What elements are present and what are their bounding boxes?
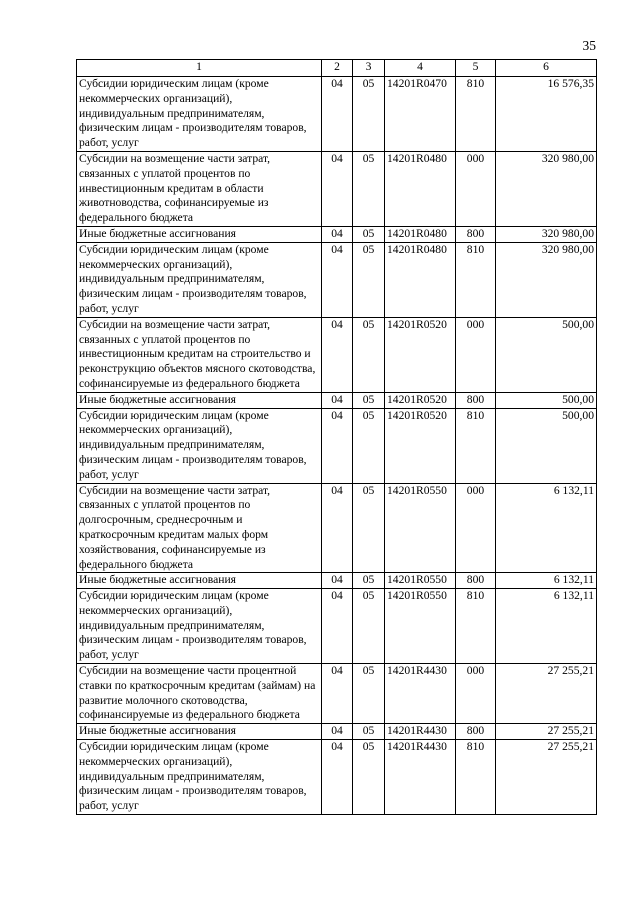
amount-cell: 27 255,21 [496,724,597,740]
row-name-cell: Субсидии юридическим лицам (кроме некоммерческих организаций), индивидуальным предпринимателям, физическим лицам - производителям товаров, работ, услуг [77,589,322,664]
row-name-cell: Субсидии на возмещение части затрат, связанных с уплатой процентов по инвестиционным кредитам в области животноводства, софинансируемые из федерального бюджета [77,151,322,226]
expense-type-cell: 000 [456,317,496,392]
page-number: 35 [582,38,596,53]
subsection-code-cell: 05 [353,392,385,408]
header-cell: 3 [353,60,385,77]
amount-cell: 27 255,21 [496,740,597,815]
table-row [77,589,597,664]
section-code-cell: 04 [322,483,353,573]
row-name-cell: Субсидии юридическим лицам (кроме некоммерческих организаций), индивидуальным предпринимателям, физическим лицам - производителям товаров, работ, услуг [77,77,322,152]
section-code-cell: 04 [322,740,353,815]
subsection-code-cell: 05 [353,408,385,483]
expense-type-cell: 800 [456,392,496,408]
subsection-code-cell: 05 [353,483,385,573]
table-row [77,724,597,740]
amount-cell: 500,00 [496,392,597,408]
target-article-cell: 14201R0470 [385,77,456,152]
amount-cell: 6 132,11 [496,589,597,664]
expense-type-cell: 810 [456,77,496,152]
expense-type-cell: 000 [456,664,496,724]
section-code-cell: 04 [322,226,353,242]
subsection-code-cell: 05 [353,77,385,152]
subsection-code-cell: 05 [353,317,385,392]
amount-cell: 500,00 [496,408,597,483]
row-name-cell: Субсидии на возмещение части затрат, связанных с уплатой процентов по инвестиционным кредитам на строительство и реконструкцию объектов мясного скотоводства, софинансируемые из федерального бюджета [77,317,322,392]
table-row [77,483,597,573]
target-article-cell: 14201R0550 [385,483,456,573]
budget-table [76,59,597,815]
header-cell: 2 [322,60,353,77]
expense-type-cell: 000 [456,483,496,573]
subsection-code-cell: 05 [353,573,385,589]
section-code-cell: 04 [322,77,353,152]
section-code-cell: 04 [322,317,353,392]
row-name-cell: Субсидии на возмещение части процентной ставки по краткосрочным кредитам (займам) на развитие молочного скотоводства, софинансируемые из федерального бюджета [77,664,322,724]
row-name-cell: Иные бюджетные ассигнования [77,573,322,589]
section-code-cell: 04 [322,573,353,589]
table-row [77,317,597,392]
target-article-cell: 14201R0520 [385,392,456,408]
target-article-cell: 14201R0480 [385,226,456,242]
target-article-cell: 14201R0520 [385,408,456,483]
row-name-cell: Субсидии юридическим лицам (кроме некоммерческих организаций), индивидуальным предпринимателям, физическим лицам - производителям товаров, работ, услуг [77,242,322,317]
expense-type-cell: 800 [456,573,496,589]
table-row [77,242,597,317]
amount-cell: 320 980,00 [496,242,597,317]
expense-type-cell: 810 [456,242,496,317]
subsection-code-cell: 05 [353,664,385,724]
row-name-cell: Иные бюджетные ассигнования [77,724,322,740]
target-article-cell: 14201R0480 [385,151,456,226]
table-row [77,77,597,152]
row-name-cell: Субсидии юридическим лицам (кроме некоммерческих организаций), индивидуальным предпринимателям, физическим лицам - производителям товаров, работ, услуг [77,740,322,815]
expense-type-cell: 800 [456,724,496,740]
amount-cell: 27 255,21 [496,664,597,724]
row-name-cell: Иные бюджетные ассигнования [77,226,322,242]
section-code-cell: 04 [322,151,353,226]
table-row [77,392,597,408]
section-code-cell: 04 [322,392,353,408]
row-name-cell: Субсидии на возмещение части затрат, связанных с уплатой процентов по долгосрочным, среднесрочным и краткосрочным кредитам малых форм хозяйствования, софинансируемые из федерального бюджета [77,483,322,573]
target-article-cell: 14201R4430 [385,724,456,740]
amount-cell: 6 132,11 [496,483,597,573]
subsection-code-cell: 05 [353,151,385,226]
target-article-cell: 14201R0480 [385,242,456,317]
amount-cell: 320 980,00 [496,226,597,242]
header-cell: 1 [77,60,322,77]
section-code-cell: 04 [322,724,353,740]
expense-type-cell: 800 [456,226,496,242]
table-row [77,740,597,815]
expense-type-cell: 810 [456,589,496,664]
amount-cell: 320 980,00 [496,151,597,226]
section-code-cell: 04 [322,589,353,664]
header-cell: 6 [496,60,597,77]
table-row [77,408,597,483]
target-article-cell: 14201R0550 [385,573,456,589]
section-code-cell: 04 [322,408,353,483]
subsection-code-cell: 05 [353,242,385,317]
table-row [77,664,597,724]
expense-type-cell: 810 [456,740,496,815]
amount-cell: 500,00 [496,317,597,392]
subsection-code-cell: 05 [353,589,385,664]
expense-type-cell: 810 [456,408,496,483]
row-name-cell: Субсидии юридическим лицам (кроме некоммерческих организаций), индивидуальным предпринимателям, физическим лицам - производителям товаров, работ, услуг [77,408,322,483]
section-code-cell: 04 [322,242,353,317]
amount-cell: 6 132,11 [496,573,597,589]
target-article-cell: 14201R4430 [385,740,456,815]
header-cell: 4 [385,60,456,77]
table-row [77,151,597,226]
row-name-cell: Иные бюджетные ассигнования [77,392,322,408]
expense-type-cell: 000 [456,151,496,226]
subsection-code-cell: 05 [353,226,385,242]
amount-cell: 16 576,35 [496,77,597,152]
header-cell: 5 [456,60,496,77]
table-row [77,226,597,242]
target-article-cell: 14201R4430 [385,664,456,724]
section-code-cell: 04 [322,664,353,724]
subsection-code-cell: 05 [353,724,385,740]
subsection-code-cell: 05 [353,740,385,815]
table-row [77,573,597,589]
target-article-cell: 14201R0550 [385,589,456,664]
target-article-cell: 14201R0520 [385,317,456,392]
table-header-row [77,60,597,77]
table-body [77,77,597,815]
